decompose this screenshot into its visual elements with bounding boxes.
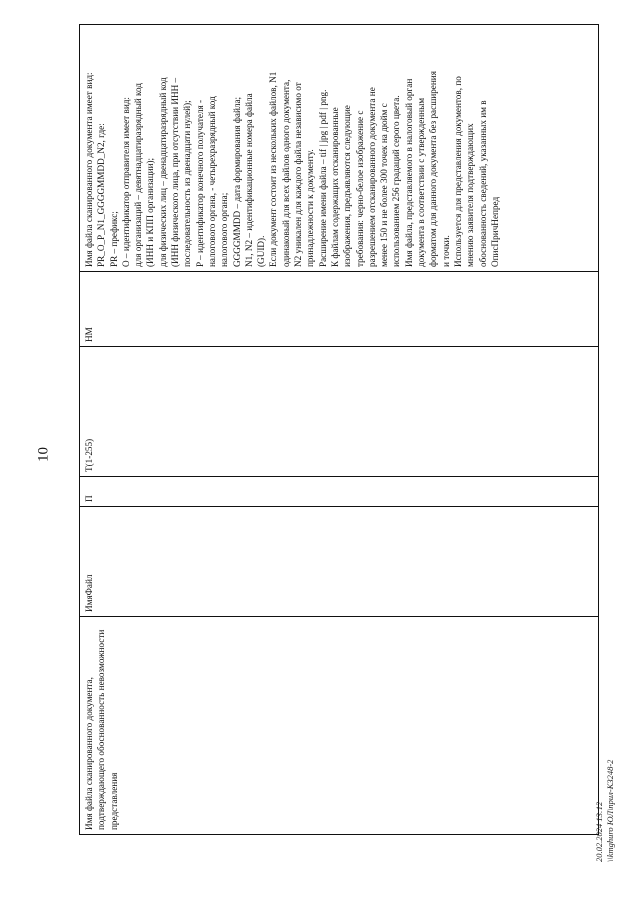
description-line: N1, N2 – идентификационные номера файла [243, 93, 254, 267]
description-line: Если документ состоит из нескольких файлов, N1 [268, 71, 279, 267]
description-line: и точки. [440, 235, 451, 267]
document-table [79, 24, 599, 835]
description-line: форматом для данного документа без расширения [428, 71, 439, 267]
description-line: менее 150 и не более 300 точек на дюйм с [379, 103, 390, 267]
format-cell: T(1-255) [80, 347, 599, 477]
description-line: мнению заявителя подтверждающих [465, 123, 476, 267]
rotated-table-container [79, 25, 599, 835]
description-line: N2 уникален для каждого файла независимо от [293, 82, 304, 267]
description-line: К файлам содержащих отсканированные [329, 107, 340, 267]
type-cell: НМ [80, 272, 599, 347]
description-line: изображения, предъявляются следующие [342, 105, 353, 267]
description-line: налогового органа, - четырехразрядный код [206, 96, 217, 267]
description-line: одинаковый для всех файлов одного документа, [280, 79, 291, 267]
description-line: разрешением отсканированного документа не [366, 87, 377, 267]
description-line: Имя файла, представляемого в налоговый орган [403, 78, 414, 267]
footer-stamp [594, 759, 615, 864]
description-line: принадлежности к документу. [305, 149, 316, 267]
description-line: GGGGMMDD – дата формирования файла; [231, 96, 242, 267]
description-line: документа в соответствии с утвержденным [416, 97, 427, 267]
description-line: обоснованность сведений, указанных им в [477, 100, 488, 267]
element-name-cell: Имя файла сканированного документа, подтверждающего обоснованность невозможности представления [80, 617, 599, 835]
footer-path: \\kmghuro ЮЛ\прил-КЗ248-2 [605, 759, 615, 862]
description-line: Расширение имени файла – tif | jpg | pdf | png. [317, 89, 328, 267]
description-line: (ИНН и КПП организации); [145, 157, 156, 267]
description-line: требования: черно-белое изображение с [354, 110, 365, 267]
description-line: Имя файла сканированного документа имеет вид: [84, 72, 94, 267]
description-line: ОписПричНепред [489, 196, 500, 267]
element-code-cell: ИмяФайл [80, 507, 599, 617]
footer-date: 20.02.2024 13:12 [594, 801, 604, 862]
description-line: налогового органа; [219, 192, 230, 267]
description-line: для физических лиц – двенадцатиразрядный код [157, 77, 168, 267]
description-line: O – идентификатор отправителя имеет вид: [120, 97, 131, 267]
description-cell [80, 25, 599, 272]
description-line: PR_O_P_N1_GGGGMMDD_N2, где: [96, 123, 107, 267]
description-line: (GUID). [256, 235, 267, 267]
description-line: PR – префикс; [108, 211, 119, 267]
description-line: P – идентификатор конечного получателя - [194, 99, 205, 267]
page-number: 10 [35, 447, 52, 462]
description-line: для организаций – девятнадцатиразрядный код [133, 83, 144, 267]
description-line: Используется для представления документов, по [452, 76, 463, 267]
table-rotation-wrapper [79, 25, 599, 835]
table-row [80, 25, 599, 835]
requirement-cell: П [80, 477, 599, 507]
description-line: (ИНН физического лица, при отсутствии ИНН – [170, 77, 181, 267]
description-line: использованием 256 градаций серого цвета. [391, 95, 402, 267]
description-line: последовательность из двенадцати нулей); [182, 100, 193, 267]
